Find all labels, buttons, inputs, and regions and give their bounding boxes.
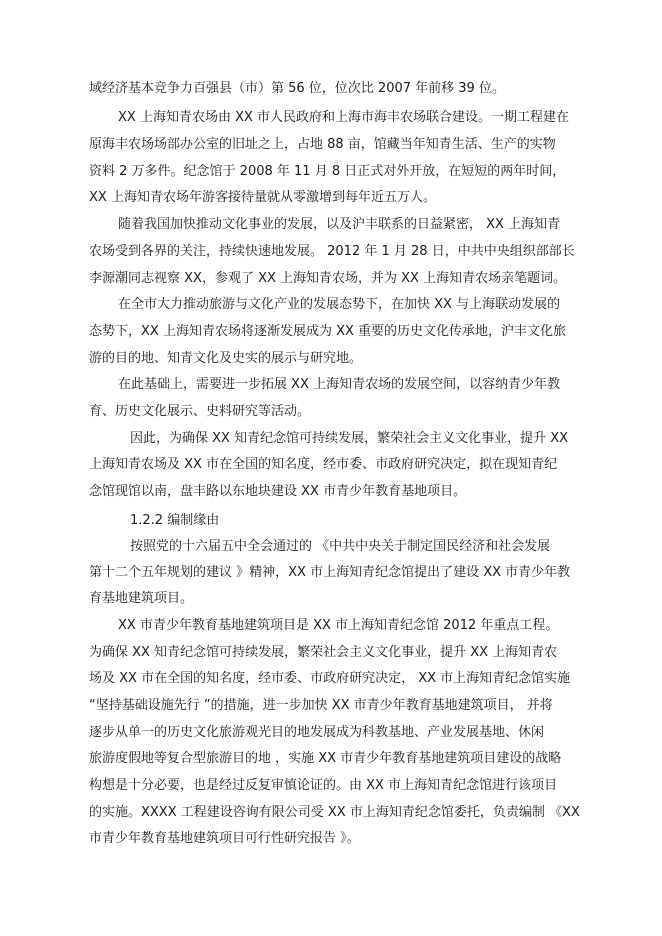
text-line: 的实施。XXXX 工程建设咨询有限公司受 XX 市上海知青纪念馆委托，负责编制 《XX [89,805,580,820]
text-line: 为确保 XX 知青纪念馆可持续发展，繁荣社会主义文化事业，提升 XX 上海知青农 [89,645,558,660]
text-line: 上海知青农场及 XX 市在全国的知名度，经市委、市政府研究决定，拟在现知青纪 [89,457,558,472]
text-line: 逐步从单一的历史文化旅游观光目的地发展成为科教基地、产业发展基地、休闲 [89,725,545,740]
text-line: 资料 2 万多件。纪念馆于 2008 年 11 月 8 日正式对外开放，在短短的两年时间， [89,164,566,179]
text-line: 农场受到各界的关注，持续快速地发展。 2012 年 1 月 28 日，中共中央组织部部长 [89,244,575,259]
text-line: XX 市青少年教育基地建筑项目是 XX 市上海知青纪念馆 2012 年重点工程。 [118,618,559,633]
text-line: 市青少年教育基地建筑项目可行性研究报告 》。 [89,831,360,846]
text-line: 原海丰农场场部办公室的旧址之上，占地 88 亩，馆藏当年知青生活、生产的实物 [89,137,556,152]
text-line: 育、历史文化展示、史料研究等活动。 [89,404,311,419]
text-line: “坚持基础设施先行 ”的措施，进一步加快 XX 市青少年教育基地建筑项目， 并将 [89,698,553,713]
text-line: XX 上海知青农场由 XX 市人民政府和上海市海丰农场联合建设。一期工程建在 [118,110,570,125]
text-line: 构想是十分必要，也是经过反复审慎论证的。由 XX 市上海知青纪念馆进行该项目 [89,778,558,793]
text-line: XX 上海知青农场年游客接待量就从零激增到每年近五万人。 [89,190,436,205]
text-line: 在全市大力推动旅游与文化产业的发展态势下，在加快 XX 与上海联动发展的 [118,297,561,312]
text-line: 因此，为确保 XX 知青纪念馆可持续发展，繁荣社会主义文化事业，提升 XX [130,431,569,446]
text-line: 旅游度假地等复合型旅游目的地 ，实施 XX 市青少年教育基地建筑项目建设的战略 [89,751,562,766]
text-line: 场及 XX 市在全国的知名度，经市委、市政府研究决定， XX 市上海知青纪念馆实施 [89,671,571,686]
section-heading: 1.2.2 编制缘由 [130,513,220,528]
text-line: 在此基础上，需要进一步拓展 XX 上海知青农场的发展空间，以容纳青少年教 [118,377,561,392]
text-line: 游的目的地、知青文化及史实的展示与研究地。 [89,351,363,366]
text-line: 第十二个五年规划的建议 》精神，XX 市上海知青纪念馆提出了建设 XX 市青少年教 [89,565,571,580]
text-line: 念馆现馆以南，盘丰路以东地块建设 XX 市青少年教育基地项目。 [89,484,467,499]
text-line: 育基地建筑项目。 [89,591,194,606]
text-line: 态势下，XX 上海知青农场将逐渐发展成为 XX 重要的历史文化传承地，沪丰文化旅 [89,324,567,339]
text-line: 随着我国加快推动文化事业的发展，以及沪丰联系的日益紧密， XX 上海知青 [118,217,561,232]
text-line: 域经济基本竞争力百强县（市）第 56 位，位次比 2007 年前移 39 位。 [89,81,505,96]
text-line: 李源潮同志视察 XX，参观了 XX 上海知青农场，并为 XX 上海知青农场亲笔题词。 [89,271,567,286]
text-line: 按照党的十六届五中全会通过的 《中共中央关于制定国民经济和社会发展 [130,539,551,554]
